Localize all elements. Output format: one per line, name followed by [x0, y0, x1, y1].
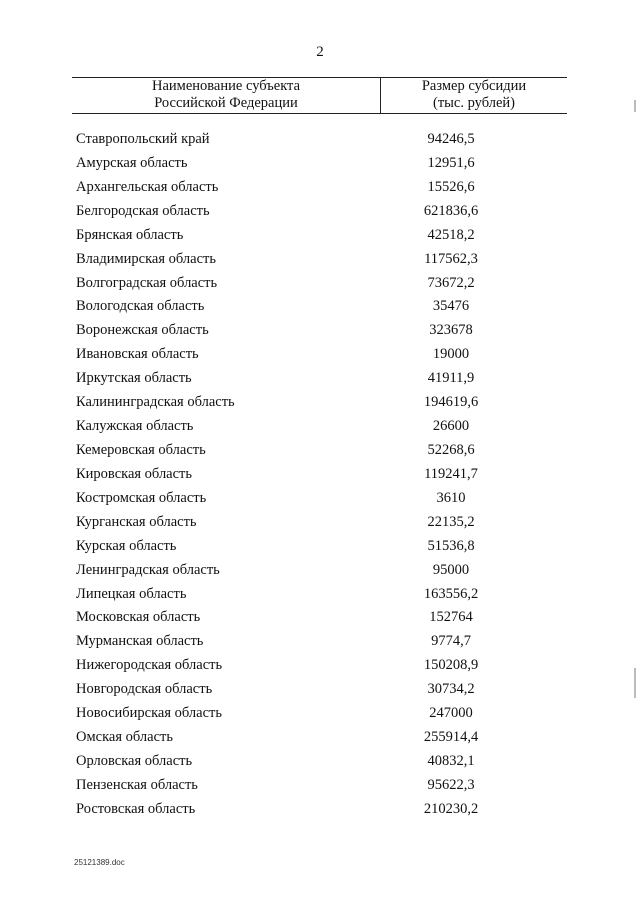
region-name: Волгоградская область [76, 274, 218, 291]
document-code: 25121389.doc [74, 858, 125, 867]
table-row [76, 702, 576, 726]
subsidy-amount: 94246,5 [427, 131, 475, 147]
table-row [76, 224, 576, 248]
region-name: Липецкая область [76, 585, 187, 602]
table-row [76, 200, 576, 224]
table-row [76, 128, 576, 152]
subsidy-amount: 22135,2 [427, 513, 475, 530]
region-name: Ивановская область [76, 346, 199, 363]
subsidy-amount: 621836,6 [423, 202, 479, 219]
region-name: Новосибирская область [76, 705, 222, 722]
subsidy-amount: 119241,7 [424, 465, 478, 482]
table-row [76, 248, 576, 272]
region-name: Архангельская область [76, 178, 219, 195]
table-row [76, 583, 576, 607]
subsidy-amount: 323678 [429, 322, 473, 339]
column-header-region [72, 78, 380, 112]
table-row [76, 559, 576, 583]
region-name: Ставропольский край [76, 131, 210, 147]
table-row [76, 798, 576, 822]
subsidy-amount: 15526,6 [427, 178, 475, 195]
region-name: Курская область [76, 537, 177, 554]
region-name: Московская область [76, 609, 201, 626]
table-row [76, 750, 576, 774]
table-row [76, 487, 576, 511]
subsidy-amount: 52268,6 [427, 441, 475, 458]
subsidy-amount: 73672,2 [427, 274, 475, 291]
subsidy-amount: 3610 [436, 489, 466, 506]
subsidy-amount: 51536,8 [427, 537, 475, 554]
region-name: Ростовская область [76, 800, 196, 817]
table-row [76, 654, 576, 678]
subsidy-amount: 12951,6 [427, 154, 475, 171]
subsidy-amount: 19000 [432, 346, 470, 363]
table-row [76, 272, 576, 296]
region-name: Владимирская область [76, 250, 216, 267]
subsidy-amount: 35476 [432, 298, 470, 315]
table-row [76, 511, 576, 535]
region-name: Калужская область [76, 418, 194, 435]
subsidy-amount: 41911,9 [427, 370, 475, 387]
page-number: 2 [316, 44, 324, 60]
region-name: Брянская область [76, 226, 184, 243]
table-row [76, 295, 576, 319]
subsidy-amount: 163556,2 [423, 585, 479, 602]
region-name: Калининградская область [76, 394, 235, 411]
subsidy-amount: 210230,2 [423, 800, 479, 817]
subsidy-amount: 95622,3 [427, 776, 475, 793]
subsidy-amount: 150208,9 [423, 657, 479, 674]
column-header-region-line2: Российской Федерации [154, 95, 298, 111]
region-name: Орловская область [76, 752, 193, 769]
table-row [76, 319, 576, 343]
table-row [76, 726, 576, 750]
subsidy-amount: 255914,4 [423, 729, 479, 746]
region-name: Иркутская область [76, 370, 192, 387]
column-header-amount [381, 78, 567, 112]
scan-artifact [634, 100, 636, 112]
region-name: Нижегородская область [76, 657, 223, 674]
table-header-bottom-rule [72, 113, 567, 114]
subsidy-amount: 30734,2 [427, 681, 475, 698]
table-row [76, 343, 576, 367]
table-row [76, 678, 576, 702]
column-header-region-line1: Наименование субъекта [151, 78, 301, 94]
table-row [76, 367, 576, 391]
subsidy-amount: 9774,7 [431, 633, 471, 650]
subsidy-amount: 95000 [432, 561, 470, 578]
region-name: Кировская область [76, 465, 193, 482]
region-name: Вологодская область [76, 298, 205, 315]
subsidy-table-body [76, 128, 576, 822]
table-row [76, 415, 576, 439]
table-row [76, 152, 576, 176]
region-name: Курганская область [76, 513, 197, 530]
region-name: Новгородская область [76, 681, 213, 698]
region-name: Амурская область [76, 154, 188, 171]
subsidy-amount: 42518,2 [427, 226, 475, 243]
subsidy-amount: 40832,1 [427, 752, 475, 769]
table-row [76, 630, 576, 654]
region-name: Омская область [76, 729, 173, 746]
region-name: Мурманская область [76, 633, 204, 650]
table-row [76, 439, 576, 463]
column-header-amount-line2: (тыс. рублей) [433, 95, 515, 111]
table-row [76, 606, 576, 630]
table-row [76, 176, 576, 200]
subsidy-amount: 247000 [429, 705, 473, 722]
scan-artifact [634, 668, 636, 698]
table-row [76, 463, 576, 487]
subsidy-amount: 152764 [429, 609, 473, 626]
table-row [76, 535, 576, 559]
region-name: Белгородская область [76, 202, 210, 219]
subsidy-amount: 194619,6 [423, 394, 479, 411]
table-row [76, 774, 576, 798]
region-name: Пензенская область [76, 776, 198, 793]
region-name: Ленинградская область [76, 561, 220, 578]
region-name: Костромская область [76, 489, 207, 506]
subsidy-amount: 117562,3 [424, 250, 478, 267]
subsidy-amount: 26600 [432, 418, 470, 435]
region-name: Кемеровская область [76, 441, 206, 458]
table-row [76, 391, 576, 415]
region-name: Воронежская область [76, 322, 209, 339]
column-header-amount-line1: Размер субсидии [421, 78, 527, 94]
